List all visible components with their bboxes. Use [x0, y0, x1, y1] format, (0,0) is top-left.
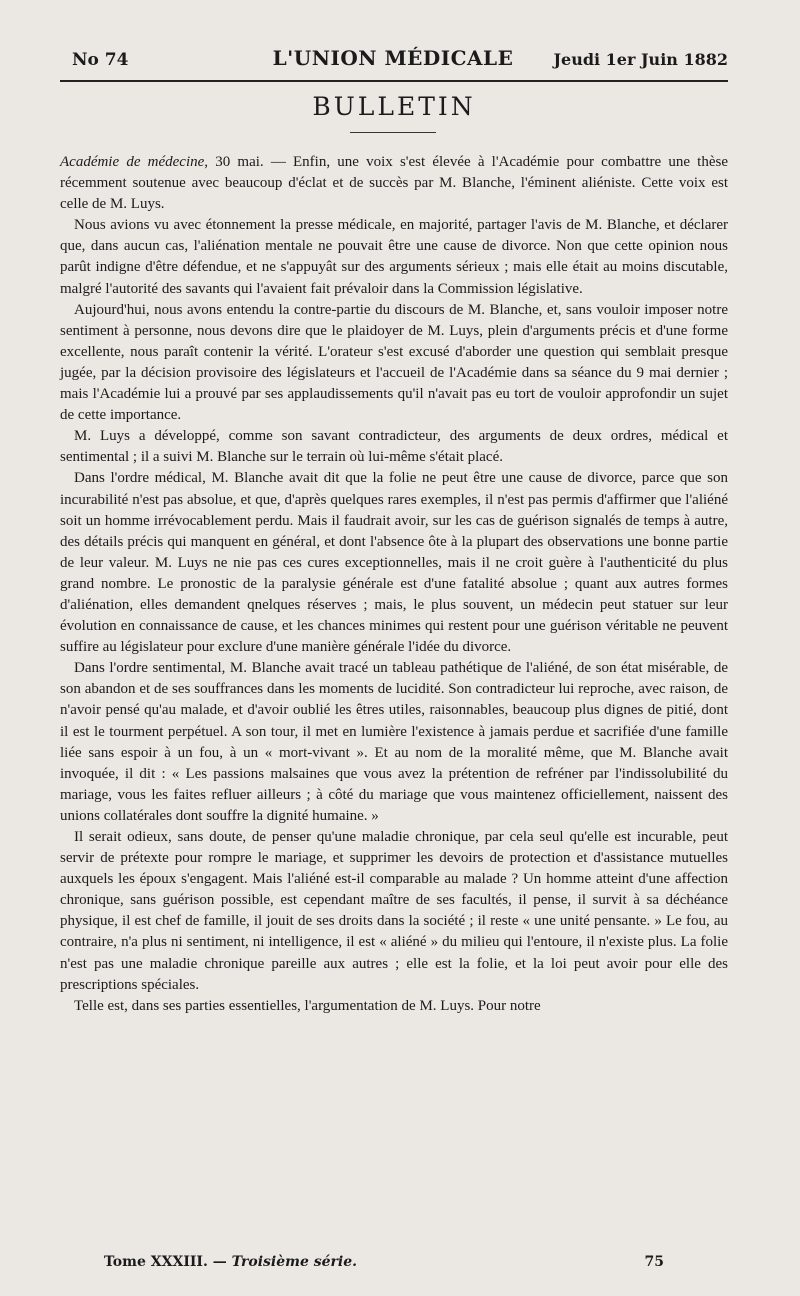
issue-number: No 74 — [72, 50, 129, 70]
paragraph: Aujourd'hui, nous avons entendu la contre-partie du discours de M. Blanche, et, sans vouloir imposer notre sentiment à personne, nous devons dire que le plaidoyer de M. Luys, plein d'arguments précis et d'une forme excellente, nous paraît contenir la vérité. L'orateur s'est excusé d'aborder une question qui semblait presque jugée, par la décision provisoire des législateurs et l'accueil de l'Académie dans sa séance du 9 mai dernier ; mais l'Académie lui a prouvé par ses applaudissements qu'il n'avait pas eu tort de vouloir approfondir un sujet de cette importance. — [60, 301, 728, 424]
page-footer — [104, 1254, 664, 1276]
article-body — [60, 152, 728, 1252]
paragraph: Dans l'ordre sentimental, M. Blanche avait tracé un tableau pathétique de l'aliéné, de son état misérable, de son abandon et de ses souffrances dans les moments de lucidité. Son contradicteur lui reproche, avec raison, de n'avoir pensé qu'au malade, et d'avoir oublié les êtres utiles, raisonnables, beaucoup plus dignes de pitié, dont il est le tourment perpétuel. A son tour, il met en lumière l'existence à jamais perdue et sacrifiée d'une famille liée sans espoir à un fou, à un « mort-vivant ». Et au nom de la moralité même, que M. Blanche avait invoquée, il dit : « Les passions malsaines que vous avez la prétention de refréner par l'indissolubilité du mariage, vous les faites refluer ailleurs ; à côté du mariage que vous maintenez officiellement, naissent des unions collatérales dont souffre la dignité humaine. » — [60, 660, 728, 824]
section-title: BULLETIN — [312, 92, 476, 121]
paragraph: Dans l'ordre médical, M. Blanche avait dit que la folie ne peut être une cause de divorce, parce que son incurabilité n'est pas absolue, et que, d'après quelques rares exemples, il n'est pas permis d'affirmer que l'aliéné soit un homme irrévocablement perdu. Mais il faudrait avoir, sur les cas de guérison signalés de temps à autre, des détails précis qui manquent en général, et dont l'absence ôte à la plupart des observations une bonne partie de leur valeur. M. Luys ne nie pas ces cures exceptionnelles, mais il ne croit guère à l'authenticité du plus grand nombre. Le pronostic de la paralysie générale est d'une fatalité absolue ; quant aux autres formes d'aliénation, elles demandent qnelques réserves ; mais, le plus souvent, un médecin peut statuer sur leur évolution en connaissance de cause, et les chances minimes qui restent pour une guérison véritable ne peuvent suffire au législateur pour exclure d'une manière générale l'idée du divorce. — [60, 470, 728, 656]
title-ornament-rule — [350, 132, 436, 133]
issue-date: Jeudi 1er Juin 1882 — [553, 50, 728, 69]
paragraph: Nous avions vu avec étonnement la presse médicale, en majorité, partager l'avis de M. Blanche, et déclarer que, dans aucun cas, l'aliénation mentale ne pouvait être une cause de divorce. Non que cette opinion nous parût indigne d'être défendue, et ne s'appuyât sur des arguments sérieux ; mais elle était au moins discutable, malgré l'autorité des savants qui l'avaient fait prévaloir dans la Commission législative. — [60, 217, 728, 297]
page-number: 75 — [644, 1254, 664, 1270]
paragraph: Telle est, dans ses parties essentielles, l'argumentation de M. Luys. Pour notre — [74, 997, 541, 1014]
volume-tome: Tome XXXIII. — — [104, 1254, 232, 1270]
paragraph: Il serait odieux, sans doute, de penser qu'une maladie chronique, par cela seul qu'elle est incurable, peut servir de prétexte pour rompre le mariage, et supprimer les devoirs de protection et d'assistance mutuelles auxquels les époux s'engagent. Mais l'aliéné est-il comparable au malade ? Un homme atteint d'une affection chronique, sans guérison possible, est cependant maître de ses facultés, il pense, il survit à sa déchéance physique, il est chef de famille, il jouit de ses droits dans la société ; il reste « une unité pensante. » Le fou, au contraire, n'a plus ni sentiment, ni intelligence, il est « aliéné » du milieu qui l'entoure, il n'existe plus. La folie n'est pas une maladie chronique pareille aux autres ; elle est la folie, et la loi peut avoir pour elle des prescriptions spéciales. — [60, 829, 728, 993]
volume-series: Troisième série. — [231, 1254, 358, 1270]
volume-info — [104, 1254, 357, 1270]
paragraph — [60, 152, 728, 215]
paragraph: M. Luys a développé, comme son savant contradicteur, des arguments de deux ordres, médical et sentimental ; il a suivi M. Blanche sur le terrain où lui-même s'était placé. — [60, 428, 728, 466]
running-header — [58, 46, 728, 76]
journal-title: L'UNION MÉDICALE — [272, 46, 514, 70]
paragraph-lead: Académie de médecine — [60, 154, 205, 170]
paragraph-text: , 30 mai. — Enfin, une voix s'est élevée à l'Académie pour combattre une thèse récemment soutenue avec beaucoup d'éclat et de succès par M. Blanche, l'éminent aliéniste. Cette voix est celle de M. Luys. — [60, 154, 728, 213]
header-rule — [60, 80, 728, 82]
